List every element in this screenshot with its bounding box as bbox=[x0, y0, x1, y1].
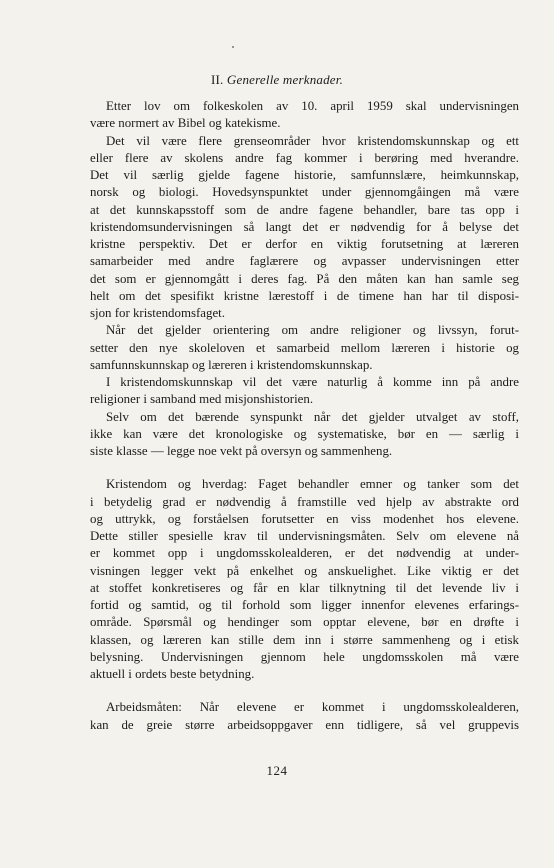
print-speck bbox=[232, 46, 234, 48]
text-line: sjon for kristendomsfaget. bbox=[90, 306, 225, 320]
text-line: at det kunnskapsstoff som de andre fagene behandler, bare tas opp i bbox=[90, 202, 519, 217]
text-line: klassen, og læreren kan stille dem inn i større sammenheng og i etisk bbox=[90, 632, 519, 647]
text-line: religioner i samband med misjonshistorien. bbox=[90, 392, 314, 407]
text-line: visningen legger vekt på enkelhet og anskuelighet. Like viktig er det bbox=[90, 563, 519, 578]
text-line: Det vil særlig gjelde fagene historie, samfunnslære, heimkunnskap, bbox=[90, 168, 519, 182]
text-line: at stoffet konkretiseres og får en klar tilknytning til det levende liv i bbox=[90, 580, 519, 595]
paragraph bbox=[90, 133, 519, 323]
paragraph bbox=[90, 409, 519, 461]
text-line: aktuell i ordets beste betydning. bbox=[90, 667, 255, 681]
text-line: siste klasse — legge noe vekt på oversyn og sammenheng. bbox=[90, 444, 393, 458]
text-line: ikke kan være det kronologiske og systematiske, bør en — særlig i bbox=[90, 426, 519, 441]
text-line: Kristendom og hverdag: Faget behandler emner og tanker som det bbox=[106, 477, 519, 492]
paragraph bbox=[90, 476, 519, 683]
paragraph-gap bbox=[90, 460, 519, 476]
paragraph bbox=[90, 322, 519, 374]
section-heading bbox=[0, 72, 554, 88]
text-line: Selv om det bærende synspunkt når det gjelder utvalget av stoff, bbox=[106, 409, 519, 424]
text-line: helt om det spesifikt kristne lærestoff i de timene han har til disposi- bbox=[90, 288, 519, 303]
text-line: kristne perspektiv. Det er derfor en viktig forutsetning at læreren bbox=[90, 237, 519, 251]
text-line: være normert av Bibel og katekisme. bbox=[90, 116, 281, 131]
paragraph bbox=[90, 699, 519, 734]
paragraph-gap bbox=[90, 683, 519, 699]
section-title: Generelle merknader. bbox=[226, 72, 344, 87]
text-line: setter den nye skoleloven et samarbeid mellom læreren i historie og bbox=[90, 340, 519, 355]
text-line: Etter lov om folkeskolen av 10. april 1959 skal undervisningen bbox=[106, 99, 519, 113]
text-line: samarbeider med andre faglærere og avpasser undervisningen etter bbox=[90, 254, 519, 269]
body-text bbox=[90, 98, 519, 734]
text-line: fortid og samtid, og til forhold som ligger innenfor elevenes erfarings- bbox=[90, 598, 519, 612]
text-line: kan de greie større arbeidsoppgaver enn tidligere, så vel gruppevis bbox=[90, 717, 519, 732]
text-line: belysning. Undervisningen gjennom hele ungdomsskolen må være bbox=[90, 649, 519, 664]
section-number: II. bbox=[210, 72, 224, 87]
text-line: er kommet opp i ungdomsskolealderen, er det nødvendig at under- bbox=[90, 546, 519, 561]
text-line: Når det gjelder orientering om andre religioner og livssyn, forut- bbox=[106, 323, 519, 338]
page-number: 124 bbox=[266, 763, 288, 778]
text-line: Arbeidsmåten: Når elevene er kommet i ungdomsskolealderen, bbox=[106, 700, 519, 715]
text-line: Det vil være flere grenseområder hvor kristendomskunnskap og ett bbox=[106, 133, 519, 148]
paragraph bbox=[90, 98, 519, 133]
text-line: samfunnskunnskap og læreren i kristendomskunnskap. bbox=[90, 357, 373, 372]
text-line: kristendomsundervisningen så langt det er nødvendig for å belyse det bbox=[90, 219, 519, 234]
text-line: Dette stiller spesielle krav til undervisningsmåten. Selv om elevene nå bbox=[90, 529, 519, 543]
text-line: eller flere av skolens andre fag kommer i berøring med hverandre. bbox=[90, 150, 519, 165]
text-line: norsk og biologi. Hovedsynspunktet under gjennomgåingen må være bbox=[90, 185, 519, 200]
text-line: område. Spørsmål og hendinger som opptar elevene, bør en drøfte i bbox=[90, 615, 519, 630]
paragraph bbox=[90, 374, 519, 409]
text-line: og uttrykk, og forståelsen forutsetter en viss modenhet hos elevene. bbox=[90, 511, 519, 526]
text-line: det som er gjennomgått i deres fag. På den måten kan han samle seg bbox=[90, 271, 519, 286]
text-line: i betydelig grad er nødvendig å framstille ved hjelp av abstrakte ord bbox=[90, 494, 519, 509]
text-line: I kristendomskunnskap vil det være naturlig å komme inn på andre bbox=[106, 375, 519, 389]
